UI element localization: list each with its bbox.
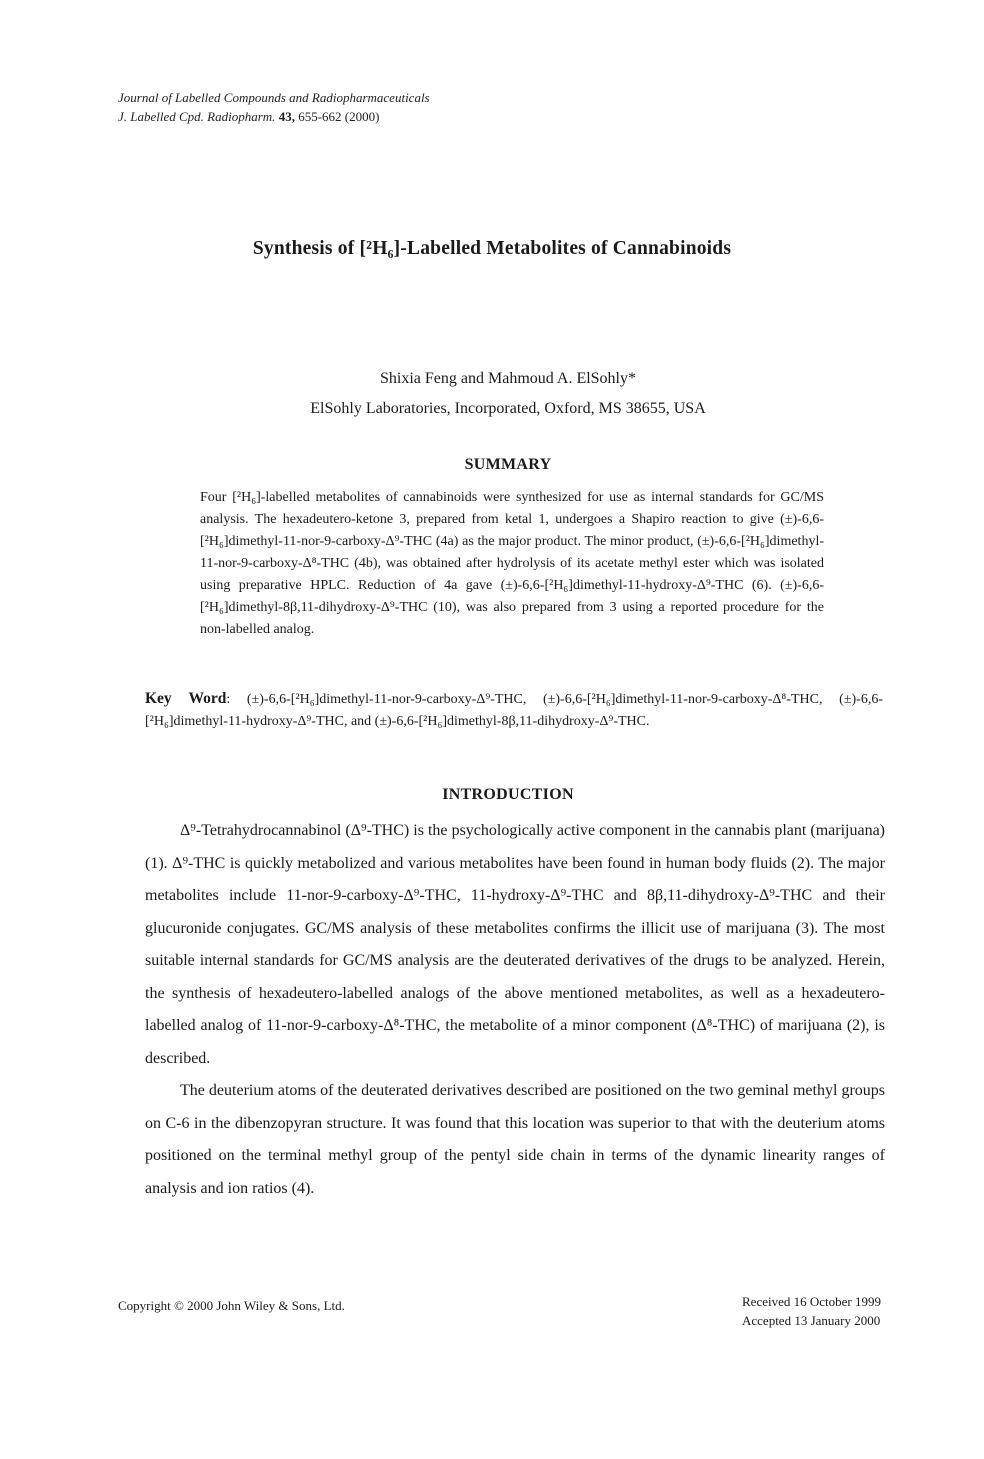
introduction-heading: INTRODUCTION: [442, 786, 574, 803]
keywords: [145, 688, 883, 733]
citation-volume: 43,: [278, 109, 295, 124]
paper-title: Synthesis of [²H₆]-Labelled Metabolites of Cannabinoids: [252, 238, 732, 259]
journal-name: Journal of Labelled Compounds and Radiopharmaceuticals: [118, 90, 430, 105]
intro-paragraph: The deuterium atoms of the deuterated derivatives described are positioned on the two geminal methyl groups on C-6 in the dibenzopyran structure. It was found that this location was superior to that with the deuterium atoms positioned on the terminal methyl group of the pentyl side chain in terms of the dynamic linearity ranges of analysis and ion ratios (4).: [145, 1082, 885, 1197]
intro-paragraph: Δ⁹-Tetrahydrocannabinol (Δ⁹-THC) is the psychologically active component in the cannabis plant (marijuana) (1). Δ⁹-THC is quickly metabolized and various metabolites have been found in human body fluids (2). The major metabolites include 11-nor-9-carboxy-Δ⁹-THC, 11-hydroxy-Δ⁹-THC and 8β,11-dihydroxy-Δ⁹-THC and their glucuronide conjugates. GC/MS analysis of these metabolites confirms the illicit use of marijuana (3). The most suitable internal standards for GC/MS analysis are the deuterated derivatives of the drugs to be analyzed. Herein, the synthesis of hexadeutero-labelled analogs of the above mentioned metabolites, as well as a hexadeutero-labelled analog of 11-nor-9-carboxy-Δ⁸-THC, the metabolite of a minor component (Δ⁸-THC) of marijuana (2), is described.: [145, 822, 885, 1067]
keywords-label: Key Word: [145, 690, 227, 707]
copyright-notice: Copyright © 2000 John Wiley & Sons, Ltd.: [118, 1298, 345, 1313]
author-list: Shixia Feng and Mahmoud A. ElSohly*: [380, 370, 636, 387]
received-date: Received 16 October 1999: [742, 1294, 881, 1309]
journal-header: [118, 88, 430, 126]
received-dates: [742, 1292, 881, 1330]
citation-pages: 655-662 (2000): [298, 109, 380, 124]
citation-abbrev: J. Labelled Cpd. Radiopharm.: [118, 109, 276, 124]
introduction-body: [145, 815, 885, 1205]
author-affiliation: ElSohly Laboratories, Incorporated, Oxford, MS 38655, USA: [310, 400, 706, 417]
summary-text: Four [²H₆]-labelled metabolites of cannabinoids were synthesized for use as internal standards for GC/MS analysis. The hexadeutero-ketone 3, prepared from ketal 1, undergoes a Shapiro reaction to give (±)-6,6-[²H₆]dimethyl-11-nor-9-carboxy-Δ⁹-THC (4a) as the major product. The minor product, (±)-6,6-[²H₆]dimethyl-11-nor-9-carboxy-Δ⁸-THC (4b), was obtained after hydrolysis of its acetate methyl ester which was isolated using preparative HPLC. Reduction of 4a gave (±)-6,6-[²H₆]dimethyl-11-hydroxy-Δ⁹-THC (6). (±)-6,6-[²H₆]dimethyl-8β,11-dihydroxy-Δ⁹-THC (10), was also prepared from 3 using a reported procedure for the non-labelled analog.: [200, 490, 824, 637]
summary-heading: SUMMARY: [464, 456, 552, 473]
journal-citation: [118, 107, 430, 126]
keywords-text: : (±)-6,6-[²H₆]dimethyl-11-nor-9-carboxy-Δ⁹-THC, (±)-6,6-[²H₆]dimethyl-11-nor-9-carboxy-Δ⁸-THC, (±)-6,6-[²H₆]dimethyl-11-hydroxy-Δ⁹-THC, and (±)-6,6-[²H₆]dimethyl-8β,11-dihydroxy-Δ⁹-THC.: [145, 692, 883, 729]
accepted-date: Accepted 13 January 2000: [742, 1313, 881, 1328]
